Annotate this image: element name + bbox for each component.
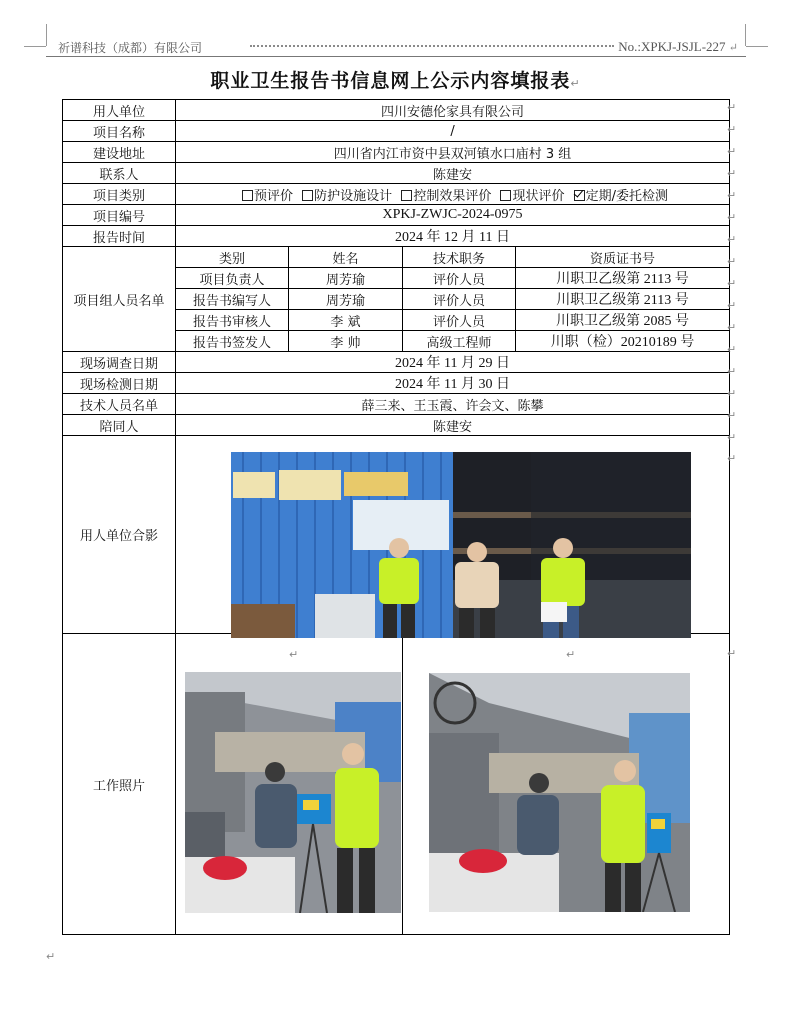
team-cell-role: 报告书审核人 (176, 310, 289, 331)
team-cell-title: 高级工程师 (403, 331, 516, 352)
work-photo-right (429, 673, 690, 912)
survey-date-value: 2024 年 11 月 29 日 (176, 352, 730, 373)
team-cell-cert: 川职卫乙级第 2113 号 (516, 289, 730, 310)
employer-value: 四川安德伦家具有限公司 (176, 100, 730, 121)
paragraph-mark: ↵ (566, 648, 576, 661)
option-protection-design: 防护设施设计 (314, 188, 393, 204)
test-date-value: 2024 年 11 月 30 日 (176, 373, 730, 394)
row-survey-date (63, 352, 730, 373)
header-company: 祈谱科技（成都）有限公司 (58, 41, 203, 55)
work-photo-left-image (185, 672, 401, 913)
row-end-mark: ↵ (727, 277, 737, 290)
row-end-mark: ↵ (727, 123, 737, 136)
paragraph-mark: ↵ (728, 42, 738, 54)
checkbox-periodic-testing[interactable] (574, 190, 585, 201)
row-end-mark: ↵ (727, 255, 737, 268)
doc-number-text: No.:XPKJ-JSJL-227 (618, 39, 726, 54)
row-end-mark: ↵ (727, 101, 737, 114)
paragraph-mark: ↵ (289, 648, 299, 661)
team-cell-role: 报告书签发人 (176, 331, 289, 352)
row-category (63, 184, 730, 205)
row-end-mark: ↵ (727, 321, 737, 334)
group-photo-label: 用人单位合影 (63, 436, 176, 634)
row-end-mark: ↵ (727, 299, 737, 312)
employer-label: 用人单位 (63, 100, 176, 121)
work-photo-right-image (429, 673, 690, 912)
crop-mark-top-right-h (746, 46, 768, 47)
report-time-value: 2024 年 12 月 11 日 (176, 226, 730, 247)
checkbox-protection-design[interactable] (302, 190, 313, 201)
survey-date-label: 现场调查日期 (63, 352, 176, 373)
row-end-mark: ↵ (727, 211, 737, 224)
team-cell-name: 周芳瑜 (289, 268, 403, 289)
option-pre-evaluation: 预评价 (254, 188, 294, 204)
project-no-value: XPKJ-ZWJC-2024-0975 (176, 205, 730, 226)
header-rule (46, 56, 746, 57)
team-header-name: 姓名 (289, 247, 403, 268)
row-report-time (63, 226, 730, 247)
page-title (0, 66, 791, 93)
paragraph-mark: ↵ (46, 950, 56, 963)
team-cell-title: 评价人员 (403, 310, 516, 331)
tech-staff-label: 技术人员名单 (63, 394, 176, 415)
row-test-date (63, 373, 730, 394)
team-label: 项目组人员名单 (63, 247, 176, 352)
header-doc-number (618, 39, 738, 55)
escort-value: 陈建安 (176, 415, 730, 436)
project-name-value: / (176, 121, 730, 142)
category-label: 项目类别 (63, 184, 176, 205)
crop-mark-top-left-h (24, 46, 46, 47)
test-date-label: 现场检测日期 (63, 373, 176, 394)
work-photo-label: 工作照片 (63, 634, 176, 935)
row-end-mark: ↵ (727, 145, 737, 158)
option-periodic-testing: 定期/委托检测 (585, 188, 669, 204)
team-cell-name: 周芳瑜 (289, 289, 403, 310)
row-employer (63, 100, 730, 121)
escort-label: 陪同人 (63, 415, 176, 436)
team-cell-title: 评价人员 (403, 289, 516, 310)
contact-value: 陈建安 (176, 163, 730, 184)
row-end-mark: ↵ (727, 647, 737, 660)
row-tech-staff (63, 394, 730, 415)
group-photo-image (231, 452, 691, 638)
checkbox-pre-evaluation[interactable] (242, 190, 253, 201)
work-photo-left (185, 672, 401, 913)
team-cell-title: 评价人员 (403, 268, 516, 289)
row-end-mark: ↵ (727, 431, 737, 444)
team-header-cert: 资质证书号 (516, 247, 730, 268)
team-header-category: 类别 (176, 247, 289, 268)
row-end-mark: ↵ (727, 365, 737, 378)
team-cell-cert: 川职卫乙级第 2113 号 (516, 268, 730, 289)
team-cell-role: 项目负责人 (176, 268, 289, 289)
option-status-evaluation: 现状评价 (512, 188, 565, 204)
team-cell-role: 报告书编写人 (176, 289, 289, 310)
team-cell-cert: 川职卫乙级第 2085 号 (516, 310, 730, 331)
project-no-label: 项目编号 (63, 205, 176, 226)
title-text: 职业卫生报告书信息网上公示内容填报表 (210, 70, 571, 92)
address-label: 建设地址 (63, 142, 176, 163)
row-end-mark: ↵ (727, 387, 737, 400)
row-end-mark: ↵ (727, 409, 737, 422)
row-contact (63, 163, 730, 184)
report-time-label: 报告时间 (63, 226, 176, 247)
row-escort (63, 415, 730, 436)
address-value: 四川省内江市资中县双河镇水口庙村 3 组 (176, 142, 730, 163)
row-address (63, 142, 730, 163)
header-leader-dots (250, 45, 614, 47)
team-cell-cert: 川职（检）20210189 号 (516, 331, 730, 352)
group-photo (231, 452, 691, 638)
team-cell-name: 李 斌 (289, 310, 403, 331)
team-cell-name: 李 帅 (289, 331, 403, 352)
option-control-effect: 控制效果评价 (413, 188, 492, 204)
row-end-mark: ↵ (727, 167, 737, 180)
row-project-name (63, 121, 730, 142)
team-header-title: 技术职务 (403, 247, 516, 268)
project-name-label: 项目名称 (63, 121, 176, 142)
checkbox-status-evaluation[interactable] (500, 190, 511, 201)
row-end-mark: ↵ (727, 189, 737, 202)
team-header-row (63, 247, 730, 268)
row-end-mark: ↵ (727, 343, 737, 356)
row-end-mark: ↵ (727, 233, 737, 246)
row-end-mark: ↵ (727, 452, 737, 465)
checkbox-control-effect[interactable] (401, 190, 412, 201)
page-header (46, 36, 746, 56)
contact-label: 联系人 (63, 163, 176, 184)
tech-staff-value: 薛三来、王玉霞、许会文、陈攀 (176, 394, 730, 415)
paragraph-mark: ↵ (570, 77, 581, 90)
category-options (176, 184, 730, 205)
row-project-no (63, 205, 730, 226)
